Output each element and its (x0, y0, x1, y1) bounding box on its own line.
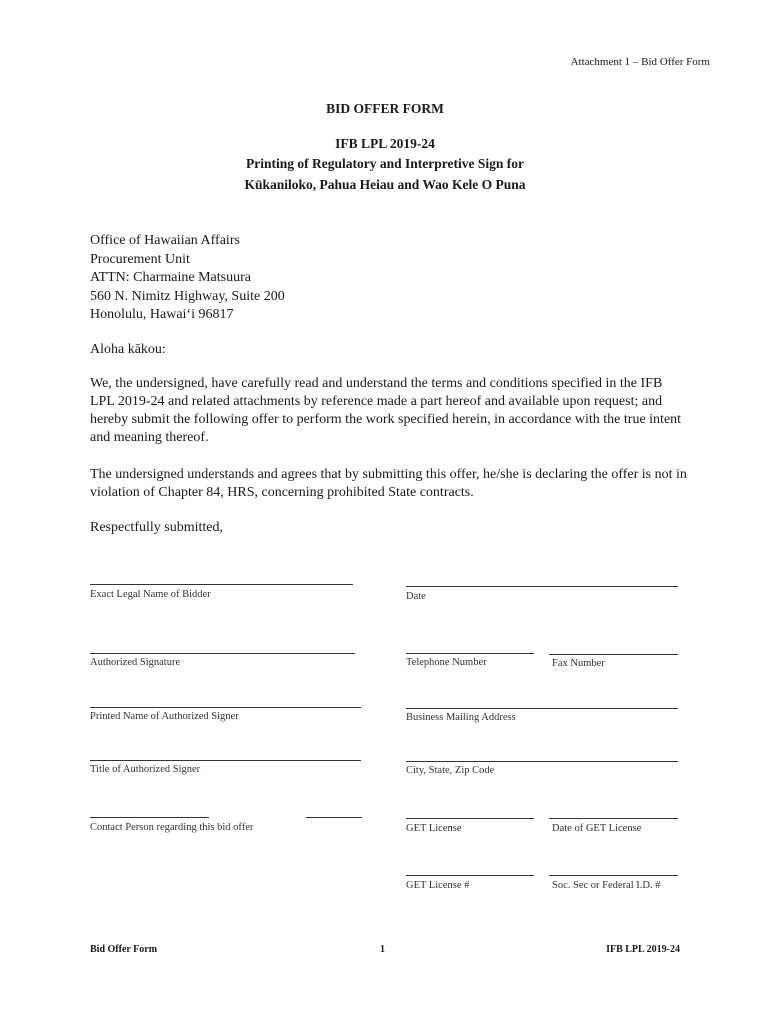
address-line-1: Office of Hawaiian Affairs (90, 233, 240, 248)
signature-label: Authorized Signature (90, 657, 181, 668)
address-line-3: ATTN: Charmaine Matsuura (90, 270, 251, 285)
printed-name-line[interactable] (90, 707, 361, 708)
signature-line[interactable] (90, 653, 355, 654)
address-line-4: 560 N. Nimitz Highway, Suite 200 (90, 288, 285, 304)
fax-line[interactable] (549, 654, 678, 655)
footer-page-number: 1 (380, 944, 385, 955)
ifb-number: IFB LPL 2019-24 (335, 136, 435, 151)
greeting: Aloha kākou: (90, 342, 166, 357)
title-signer-label: Title of Authorized Signer (90, 764, 201, 775)
fax-label: Fax Number (552, 658, 605, 669)
telephone-label: Telephone Number (406, 657, 487, 668)
form-title: BID OFFER FORM (326, 101, 444, 116)
city-state-zip-label: City, State, Zip Code (406, 765, 495, 776)
paragraph-terms: We, the undersigned, have carefully read and understand the terms and conditions specified in the IFB LPL 2019-24 and related attachments by reference made a part hereof and available upon request; and hereby submit the following offer to perform the work specified herein, in accordance with the true intent and meaning thereof. (90, 376, 682, 445)
footer-form-name: Bid Offer Form (90, 944, 158, 955)
printed-name-label: Printed Name of Authorized Signer (90, 711, 239, 722)
footer-ifb-number: IFB LPL 2019-24 (606, 944, 680, 955)
closing: Respectfully submitted, (90, 520, 223, 535)
contact-person-line-left[interactable] (90, 817, 209, 818)
subtitle-line-2: Kūkaniloko, Pahua Heiau and Wao Kele O Puna (244, 177, 526, 192)
soc-sec-label: Soc. Sec or Federal I.D. # (552, 880, 661, 891)
address-line-2: Procurement Unit (90, 251, 190, 267)
title-signer-line[interactable] (90, 760, 361, 761)
soc-sec-line[interactable] (549, 875, 678, 876)
telephone-line[interactable] (406, 653, 534, 654)
paragraph-declaration: The undersigned understands and agrees that by submitting this offer, he/she is declaring the offer is not in violation of Chapter 84, HRS, concerning prohibited State contracts. (90, 467, 687, 500)
recipient-address (90, 232, 285, 325)
contact-person-line-right[interactable] (306, 817, 362, 818)
mailing-address-label: Business Mailing Address (406, 712, 516, 723)
get-license-line[interactable] (406, 818, 534, 819)
legal-name-label: Exact Legal Name of Bidder (90, 589, 211, 600)
city-state-zip-line[interactable] (406, 761, 678, 762)
get-license-number-label: GET License # (406, 880, 470, 891)
mailing-address-line[interactable] (406, 708, 678, 709)
legal-name-line[interactable] (90, 584, 353, 585)
get-license-date-line[interactable] (549, 818, 678, 819)
contact-person-label: Contact Person regarding this bid offer (90, 822, 254, 833)
date-line[interactable] (406, 586, 678, 587)
address-line-5: Honolulu, Hawai‘i 96817 (90, 307, 234, 322)
attachment-label: Attachment 1 – Bid Offer Form (570, 56, 710, 68)
date-label: Date (406, 591, 426, 602)
get-license-number-line[interactable] (406, 875, 534, 876)
get-license-date-label: Date of GET License (552, 823, 642, 834)
subtitle-line-1: Printing of Regulatory and Interpretive Sign for (246, 156, 524, 171)
get-license-label: GET License (406, 823, 462, 834)
